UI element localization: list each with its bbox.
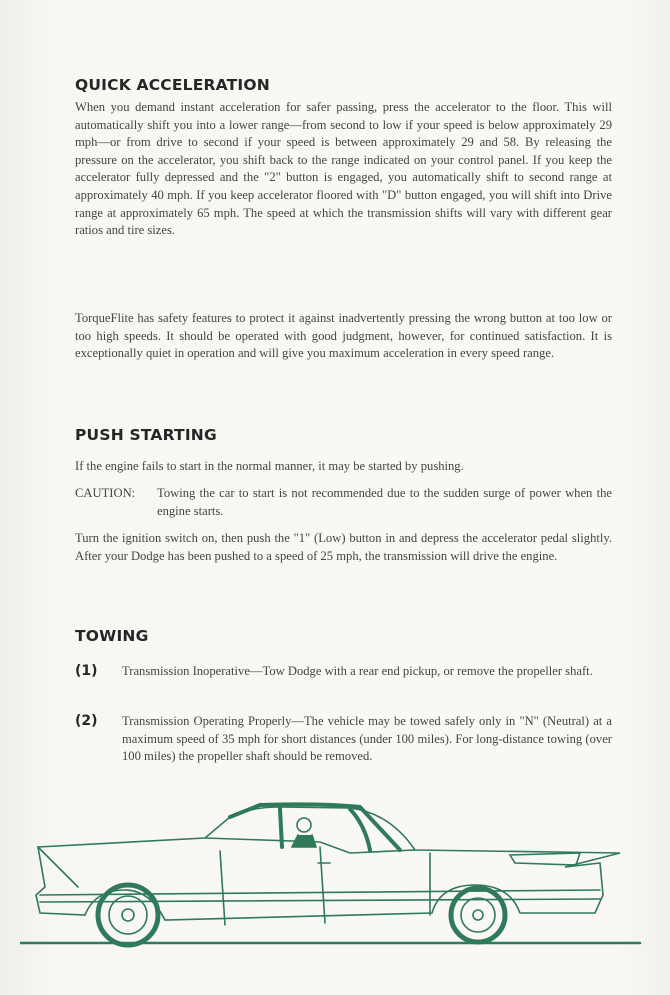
quick-acceleration-paragraph-2: TorqueFlite has safety features to protect it against inadvertently pressing the wrong button at too low or too high speeds. It should be operated with good judgment, however, for continued satisfaction. It is exceptionally quiet in operation and will give you maximum acceleration in every speed range.: [75, 311, 612, 361]
heading-push-starting: PUSH STARTING: [75, 426, 217, 444]
driver: [297, 818, 311, 832]
car-icon: [20, 795, 650, 955]
quick-acceleration-paragraph-1: When you demand instant acceleration for safer passing, press the accelerator to the floor. This will automatically shift you into a lower range—from second to low if your speed is below approximately 29 mph—or from drive to second if your speed is between approximately 29 and 58. By releasing the pressure on the accelerator, you shift back to the range indicated on your control panel. If you keep the accelerator fully depressed and the "2" button is engaged, you automatically shift to second range at approximately 40 mph. If you keep accelerator floored with "D" button engaged, you will shift into Drive range at approximately 65 mph. The speed at which the transmission shifts will vary with different gear ratios and tire sizes.: [75, 100, 612, 238]
push-starting-instructions: Turn the ignition switch on, then push the "1" (Low) button in and depress the accelerator pedal slightly. After your Dodge has been pushed to a speed of 25 mph, the transmission will drive the engine.: [75, 531, 612, 563]
heading-quick-acceleration: QUICK ACCELERATION: [75, 76, 270, 94]
caution-note: [75, 485, 612, 520]
heading-towing: TOWING: [75, 627, 149, 645]
caution-label: CAUTION:: [75, 486, 136, 500]
towing-item-2: [75, 713, 612, 766]
rear-wheel: [451, 888, 505, 942]
caution-text: Towing the car to start is not recommended due to the sudden surge of power when the engine starts.: [157, 486, 612, 518]
item-number: (1): [75, 663, 98, 679]
item-text: Transmission Operating Properly—The vehicle may be towed safely only in "N" (Neutral) at a maximum speed of 35 mph for short distances (under 100 miles). For long-distance towing (over 100 miles) the propeller shaft should be removed.: [122, 714, 612, 764]
towing-item-1: [75, 663, 612, 681]
item-text: Transmission Inoperative—Tow Dodge with a rear end pickup, or remove the propeller shaft.: [122, 664, 593, 678]
push-starting-intro: If the engine fails to start in the normal manner, it may be started by pushing.: [75, 459, 464, 473]
item-number: (2): [75, 713, 98, 729]
